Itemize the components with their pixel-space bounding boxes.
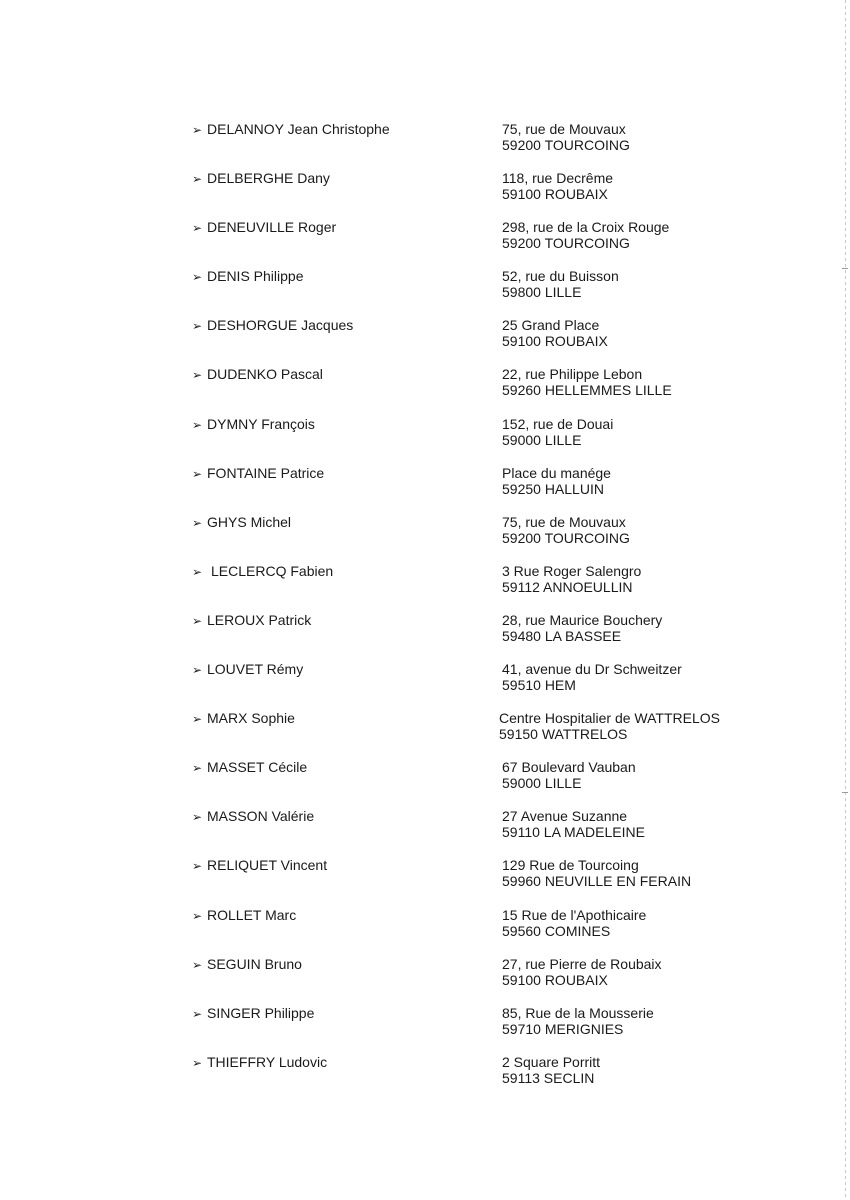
address-city: 59112 ANNOEULLIN [502, 578, 633, 595]
entry-name [192, 268, 304, 285]
entry-address [502, 514, 630, 546]
arrow-bullet-icon: ➢ [192, 712, 203, 727]
entry-name [192, 956, 302, 973]
list-item [192, 514, 752, 563]
entry-address [502, 907, 646, 939]
address-street: 27 Avenue Suzanne [502, 808, 628, 825]
address-street: 75, rue de Mouvaux [502, 513, 626, 530]
list-item [192, 366, 752, 415]
address-city: 59200 TOURCOING [502, 137, 630, 153]
arrow-bullet-icon: ➢ [192, 1055, 203, 1070]
address-street: 129 Rue de Tourcoing [502, 857, 639, 874]
entry-name-text: LOUVET Rémy [207, 661, 304, 678]
arrow-bullet-icon: ➢ [192, 957, 203, 972]
arrow-bullet-icon: ➢ [192, 221, 203, 236]
entry-name [192, 514, 291, 531]
list-item [192, 1054, 752, 1103]
address-street: 28, rue Maurice Bouchery [502, 611, 663, 628]
entry-address [502, 759, 636, 791]
address-street: 27, rue Pierre de Roubaix [502, 955, 662, 972]
entry-name-text: MASSET Cécile [207, 759, 308, 776]
address-city: 59260 HELLEMMES LILLE [502, 382, 672, 399]
entry-address [502, 563, 641, 595]
list-item [192, 759, 752, 808]
arrow-bullet-icon: ➢ [192, 663, 203, 678]
arrow-bullet-icon: ➢ [192, 564, 203, 579]
address-city: 59100 ROUBAIX [502, 333, 608, 350]
entry-name [192, 661, 303, 678]
address-city: 59200 TOURCOING [502, 235, 630, 252]
address-city: 59710 MERIGNIES [502, 1020, 624, 1037]
entry-name-text: DESHORGUE Jacques [207, 317, 354, 334]
address-city: 59250 HALLUIN [502, 480, 604, 497]
entry-name [192, 366, 323, 383]
entry-address [502, 317, 608, 349]
entry-address [502, 857, 691, 889]
entry-name [192, 759, 307, 776]
address-city: 59100 ROUBAIX [502, 971, 608, 988]
arrow-bullet-icon: ➢ [192, 319, 203, 334]
entry-name-text: MASSON Valérie [207, 808, 315, 825]
address-street: 75, rue de Mouvaux [502, 121, 626, 137]
entry-address [502, 661, 682, 693]
entry-name-text: SEGUIN Bruno [207, 955, 302, 972]
entry-name-text: LECLERCQ Fabien [211, 562, 334, 579]
entry-name-text: DUDENKO Pascal [207, 366, 323, 383]
arrow-bullet-icon: ➢ [192, 123, 203, 137]
address-street: 52, rue du Buisson [502, 268, 619, 285]
address-city: 59000 LILLE [502, 431, 582, 448]
arrow-bullet-icon: ➢ [192, 859, 203, 874]
address-street: 22, rue Philippe Lebon [502, 366, 643, 383]
address-street: 41, avenue du Dr Schweitzer [502, 661, 682, 678]
entry-address [502, 416, 613, 448]
list-item [192, 1005, 752, 1054]
list-item [192, 857, 752, 906]
entry-address [502, 268, 619, 300]
entry-address [502, 1054, 600, 1086]
entry-name-text: DENEUVILLE Roger [207, 219, 337, 236]
arrow-bullet-icon: ➢ [192, 761, 203, 776]
address-city: 59113 SECLIN [502, 1069, 595, 1086]
entry-name-text: DENIS Philippe [207, 268, 304, 285]
scan-edge-line [845, 0, 846, 1200]
address-city: 59110 LA MADELEINE [502, 824, 645, 841]
entry-address [502, 170, 613, 202]
entry-name [192, 612, 311, 629]
list-item [192, 317, 752, 366]
address-street: 15 Rue de l'Apothicaire [502, 906, 647, 923]
address-street: 2 Square Porritt [502, 1053, 601, 1070]
arrow-bullet-icon: ➢ [192, 1006, 203, 1021]
address-city: 59560 COMINES [502, 922, 611, 939]
entry-name-text: THIEFFRY Ludovic [207, 1053, 328, 1070]
entry-name [192, 710, 295, 727]
entry-name-text: MARX Sophie [207, 710, 295, 727]
entry-name [192, 317, 353, 334]
list-item [192, 563, 752, 612]
address-city: 59800 LILLE [502, 284, 582, 301]
address-street: 298, rue de la Croix Rouge [502, 219, 670, 236]
arrow-bullet-icon: ➢ [192, 417, 203, 432]
list-item [192, 121, 752, 170]
entry-name-text: DELANNOY Jean Christophe [207, 121, 390, 137]
arrow-bullet-icon: ➢ [192, 810, 203, 825]
entry-name [192, 219, 336, 236]
arrow-bullet-icon: ➢ [192, 270, 203, 285]
address-city: 59200 TOURCOING [502, 529, 630, 546]
address-street: Place du manége [502, 464, 611, 481]
address-city: 59100 ROUBAIX [502, 186, 608, 203]
list-item [192, 612, 752, 661]
entry-name-text: DYMNY François [207, 415, 315, 432]
entry-address [502, 808, 645, 840]
entry-address [502, 612, 662, 644]
entry-address [502, 1005, 654, 1037]
scan-edge-mark [842, 792, 848, 793]
arrow-bullet-icon: ➢ [192, 172, 203, 187]
list-item [192, 956, 752, 1005]
entry-name [192, 121, 390, 138]
address-street: Centre Hospitalier de WATTRELOS [499, 710, 720, 727]
list-item [192, 710, 752, 759]
address-street: 3 Rue Roger Salengro [502, 562, 642, 579]
list-item [192, 268, 752, 317]
address-city: 59150 WATTRELOS [499, 726, 628, 743]
entry-name [192, 465, 324, 482]
entry-address [502, 121, 630, 153]
entry-name-text: GHYS Michel [207, 513, 292, 530]
address-street: 85, Rue de la Mousserie [502, 1004, 654, 1021]
address-street: 67 Boulevard Vauban [502, 759, 636, 776]
entry-name [192, 1005, 314, 1022]
arrow-bullet-icon: ➢ [192, 515, 203, 530]
entry-name-text: RELIQUET Vincent [207, 857, 328, 874]
address-city: 59510 HEM [502, 677, 576, 694]
entry-name-text: FONTAINE Patrice [207, 464, 325, 481]
entry-name [192, 1054, 327, 1071]
address-street: 152, rue de Douai [502, 415, 614, 432]
entry-address [499, 710, 720, 742]
list-item [192, 170, 752, 219]
entry-name-text: SINGER Philippe [207, 1004, 315, 1021]
entry-name [192, 808, 314, 825]
scan-edge-mark [842, 268, 848, 269]
entry-address [502, 465, 611, 497]
arrow-bullet-icon: ➢ [192, 613, 203, 628]
entry-name-text: ROLLET Marc [207, 906, 297, 923]
list-item [192, 907, 752, 956]
address-street: 25 Grand Place [502, 317, 600, 334]
address-street: 118, rue Decrême [502, 170, 614, 187]
address-city: 59480 LA BASSEE [502, 627, 622, 644]
address-city: 59960 NEUVILLE EN FERAIN [502, 873, 692, 890]
list-item [192, 661, 752, 710]
entry-name-text: LEROUX Patrick [207, 611, 312, 628]
list-item [192, 808, 752, 857]
entry-address [502, 219, 669, 251]
entry-name [192, 170, 330, 187]
contact-list [192, 121, 752, 1103]
entry-address [502, 956, 662, 988]
arrow-bullet-icon: ➢ [192, 466, 203, 481]
entry-name [192, 907, 296, 924]
entry-name-text: DELBERGHE Dany [207, 170, 330, 187]
entry-name [192, 857, 327, 874]
entry-name [192, 563, 333, 580]
entry-address [502, 366, 672, 398]
entry-name [192, 416, 315, 433]
list-item [192, 416, 752, 465]
arrow-bullet-icon: ➢ [192, 368, 203, 383]
list-item [192, 219, 752, 268]
address-city: 59000 LILLE [502, 775, 582, 792]
arrow-bullet-icon: ➢ [192, 908, 203, 923]
list-item [192, 465, 752, 514]
